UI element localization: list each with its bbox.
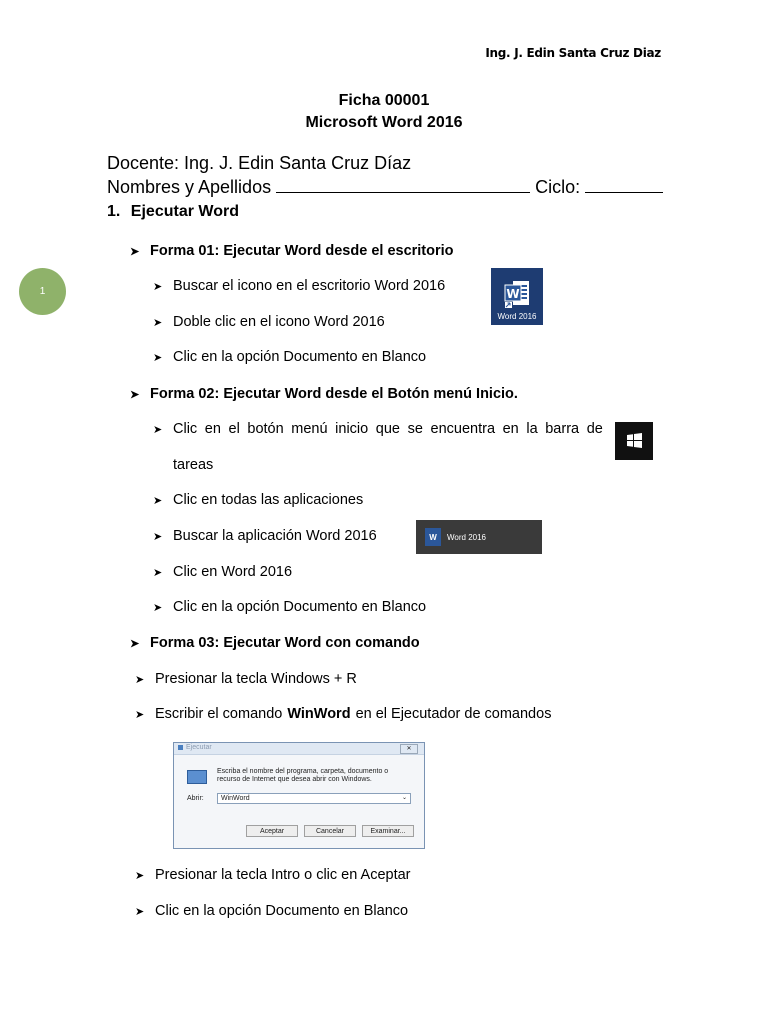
start-menu-word-label: Word 2016 [447,532,486,542]
section-number: 1. [107,203,121,220]
forma01-heading-text: Forma 01: Ejecutar Word desde el escritorio [150,243,454,259]
arrow-bullet-icon: ➤ [153,316,163,329]
word-desktop-icon-label: Word 2016 [497,312,537,321]
run-dialog-description [217,768,388,784]
justified-word: encuentra [430,421,496,437]
justified-word: se [407,421,423,437]
word-small-icon: W [425,528,441,546]
close-icon: ✕ [400,744,418,754]
list-item [153,421,603,437]
list-item-text: Presionar la tecla Windows + R [155,671,357,687]
run-description-line: Escriba el nombre del programa, carpeta, documento o [217,768,389,775]
docente-line: Docente: Ing. J. Edin Santa Cruz Díaz [107,153,412,173]
list-item-text: Doble clic en el icono Word 2016 [173,314,385,330]
run-dialog-titlebar [174,743,424,755]
justified-word: que [375,421,400,437]
justified-word: la [526,421,538,437]
justified-word: Clic [173,421,198,437]
ciclo-label: Ciclo: [535,177,581,197]
list-item [135,867,411,883]
list-item-text: Clic en la opción Documento en Blanco [173,599,427,615]
list-item-text: Clic en Word 2016 [173,564,293,580]
word-logo-icon [503,279,531,309]
list-item [153,492,363,508]
list-item-text: Clic en la opción Documento en Blanco [173,349,427,365]
list-item [153,564,292,580]
arrow-bullet-icon: ➤ [153,601,163,614]
forma03-heading [130,635,420,651]
forma01-heading [130,243,454,259]
command-name: WinWord [287,706,351,722]
arrow-bullet-icon: ➤ [130,388,140,401]
windows-start-icon [615,422,653,460]
list-item-text: Escribir el comando [155,706,283,722]
arrow-bullet-icon: ➤ [153,566,163,579]
list-item [153,599,426,615]
run-command-input [217,793,411,804]
run-open-label: Abrir: [187,795,204,802]
forma02-heading [130,386,518,402]
list-item [135,706,551,722]
word-desktop-icon [491,268,543,325]
page-number-badge: 1 [19,268,66,315]
arrow-bullet-icon: ➤ [153,530,163,543]
run-dialog-title: Ejecutar [186,744,212,751]
list-item [135,671,357,687]
section-title: Ejecutar Word [130,203,239,220]
justified-word: en [502,421,519,437]
arrow-bullet-icon: ➤ [135,905,145,918]
list-item-text: Buscar la aplicación Word 2016 [173,528,377,544]
arrow-bullet-icon: ➤ [153,494,163,507]
list-item-text [173,421,603,437]
student-info-line [107,177,663,198]
list-item-text: Presionar la tecla Intro o clic en Aceptar [155,867,411,883]
run-command-value: WinWord [221,795,250,802]
list-item-text: Clic en todas las aplicaciones [173,492,364,508]
list-item [135,903,408,919]
justified-word: barra [545,421,580,437]
windows-logo-icon [615,422,653,460]
justified-word: menú [291,421,328,437]
list-item [153,528,377,544]
list-item [153,349,426,365]
list-item [153,278,445,294]
arrow-bullet-icon: ➤ [153,423,163,436]
run-cancel-button: Cancelar [304,825,356,837]
document-title: Ficha 00001 [338,92,430,109]
chevron-down-icon: ⌄ [401,795,407,801]
document-subtitle: Microsoft Word 2016 [305,114,463,131]
svg-text:W: W [506,287,520,301]
start-menu-word-item [416,520,542,554]
justified-word: en [204,421,221,437]
list-item-text: Clic en la opción Documento en Blanco [155,903,409,919]
run-dialog [173,742,425,849]
run-browse-button: Examinar... [362,825,414,837]
run-app-icon [178,745,183,750]
justified-word: inicio [335,421,369,437]
arrow-bullet-icon: ➤ [135,708,145,721]
run-accept-button: Aceptar [246,825,298,837]
arrow-bullet-icon: ➤ [130,245,140,258]
arrow-bullet-icon: ➤ [153,351,163,364]
list-item-continuation: tareas [173,457,214,473]
nombres-blank [276,191,530,193]
justified-word: el [228,421,240,437]
nombres-label: Nombres y Apellidos [107,177,272,197]
arrow-bullet-icon: ➤ [130,637,140,650]
run-description-line: recurso de Internet que desea abrir con Windows. [217,776,372,783]
justified-word: de [586,421,603,437]
forma03-heading-text: Forma 03: Ejecutar Word con comando [150,635,420,651]
section-heading [107,203,239,221]
arrow-bullet-icon: ➤ [135,673,145,686]
header-author: Ing. J. Edin Santa Cruz Diaz [485,46,661,60]
arrow-bullet-icon: ➤ [153,280,163,293]
list-item-text: Buscar el icono en el escritorio Word 2016 [173,278,446,294]
ciclo-blank [585,191,663,193]
list-item-text: en el Ejecutador de comandos [355,706,552,722]
forma02-heading-text: Forma 02: Ejecutar Word desde el Botón menú Inicio. [150,386,518,402]
justified-word: botón [247,421,284,437]
list-item [153,314,385,330]
arrow-bullet-icon: ➤ [135,869,145,882]
run-icon [187,770,207,784]
